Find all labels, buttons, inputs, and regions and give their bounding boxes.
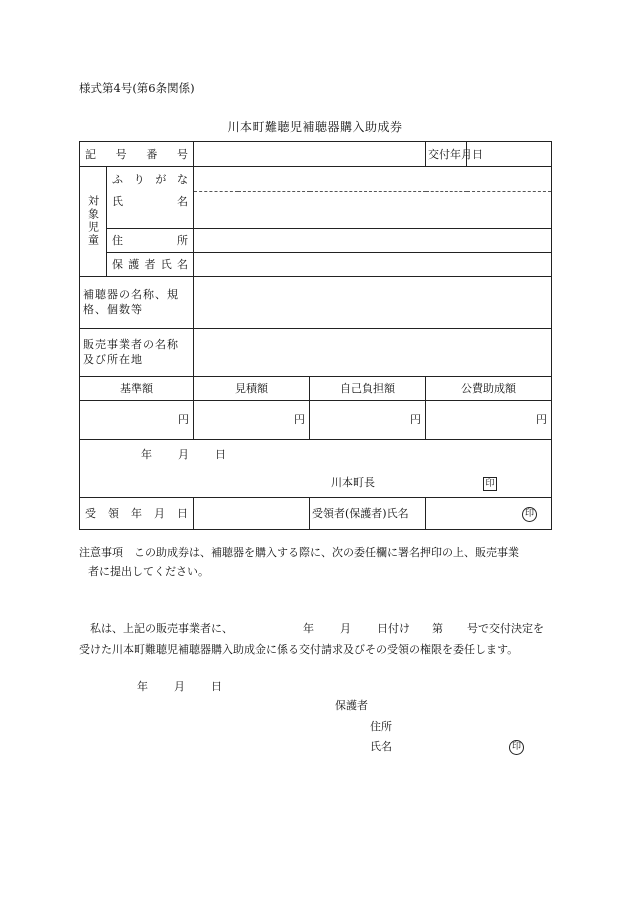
estimate-amount-header: 見積額 xyxy=(194,376,310,400)
delegation-paragraph: 私は、上記の販売事業者に、 年 月 日付け 第 号で交付決定を 受けた川本町難聴児補聴器購入助成金に係る交付請求及びその受領の権限を委任します。 xyxy=(79,622,544,656)
self-pay-amount-value[interactable] xyxy=(310,400,426,439)
notice-label: 注意事項 xyxy=(79,546,123,559)
notice-text-line1: この助成券は、補聴器を購入する際に、次の委任欄に署名押印の上、販売事業 xyxy=(134,546,519,559)
receiver-name-label: 受領者(保護者)氏名 xyxy=(310,497,426,529)
standard-amount-header: 基準額 xyxy=(80,376,194,400)
voucher-table xyxy=(79,141,552,530)
symbol-number-label: 記 号 番 号 xyxy=(80,142,194,167)
notice-text-line2: 者に提出してください。 xyxy=(88,565,209,578)
issue-date-line: 年 月 日 xyxy=(80,439,552,469)
self-pay-amount-header: 自己負担額 xyxy=(310,376,426,400)
receipt-date-value[interactable] xyxy=(194,497,310,529)
yen-unit: 円 xyxy=(536,413,548,426)
furigana-label: ふ り が な xyxy=(107,167,194,192)
receiver-name-value[interactable] xyxy=(426,497,552,529)
seller-name-label: 販売事業者の名称及び所在地 xyxy=(80,328,194,376)
delegation-name-label: 氏名 xyxy=(370,740,392,753)
receipt-date-label: 受 領 年 月 日 xyxy=(80,497,194,529)
standard-amount-value[interactable] xyxy=(80,400,194,439)
furigana-value[interactable] xyxy=(194,167,552,192)
hearing-aid-spec-label: 補聴器の名称、規格、個数等 xyxy=(80,276,194,328)
name-label: 氏 名 xyxy=(107,192,194,229)
mayor-label: 川本町長 xyxy=(331,475,375,489)
hearing-aid-spec-value[interactable] xyxy=(194,276,552,328)
seller-name-value[interactable] xyxy=(194,328,552,376)
form-number: 様式第4号(第6条関係) xyxy=(79,81,195,95)
document-title: 川本町難聴児補聴器購入助成券 xyxy=(227,120,403,134)
mayor-line xyxy=(80,469,552,498)
name-value[interactable] xyxy=(194,192,552,229)
symbol-number-value[interactable] xyxy=(194,142,426,167)
public-subsidy-header: 公費助成額 xyxy=(426,376,552,400)
target-child-label: 対象児童 xyxy=(80,167,107,277)
yen-unit: 円 xyxy=(410,413,422,426)
delegation-date: 年 月 日 xyxy=(137,680,222,693)
estimate-amount-value[interactable] xyxy=(194,400,310,439)
guardian-name-value[interactable] xyxy=(194,252,552,276)
yen-unit: 円 xyxy=(294,413,305,426)
public-subsidy-value[interactable] xyxy=(426,400,552,439)
guardian-name-label: 保 護 者 氏 名 xyxy=(107,252,194,276)
issue-date-label: 交 付 年 月 日 xyxy=(426,142,467,167)
seal-round-icon: 印 xyxy=(522,507,537,522)
delegation-seal-icon: 印 xyxy=(509,739,524,755)
address-value[interactable] xyxy=(194,228,552,252)
address-label: 住 所 xyxy=(107,228,194,252)
yen-unit: 円 xyxy=(178,413,189,426)
delegation-address-label: 住所 xyxy=(370,720,392,733)
notice-section xyxy=(79,543,559,581)
seal-square-icon: 印 xyxy=(483,477,497,491)
guardian-label: 保護者 xyxy=(335,699,368,712)
